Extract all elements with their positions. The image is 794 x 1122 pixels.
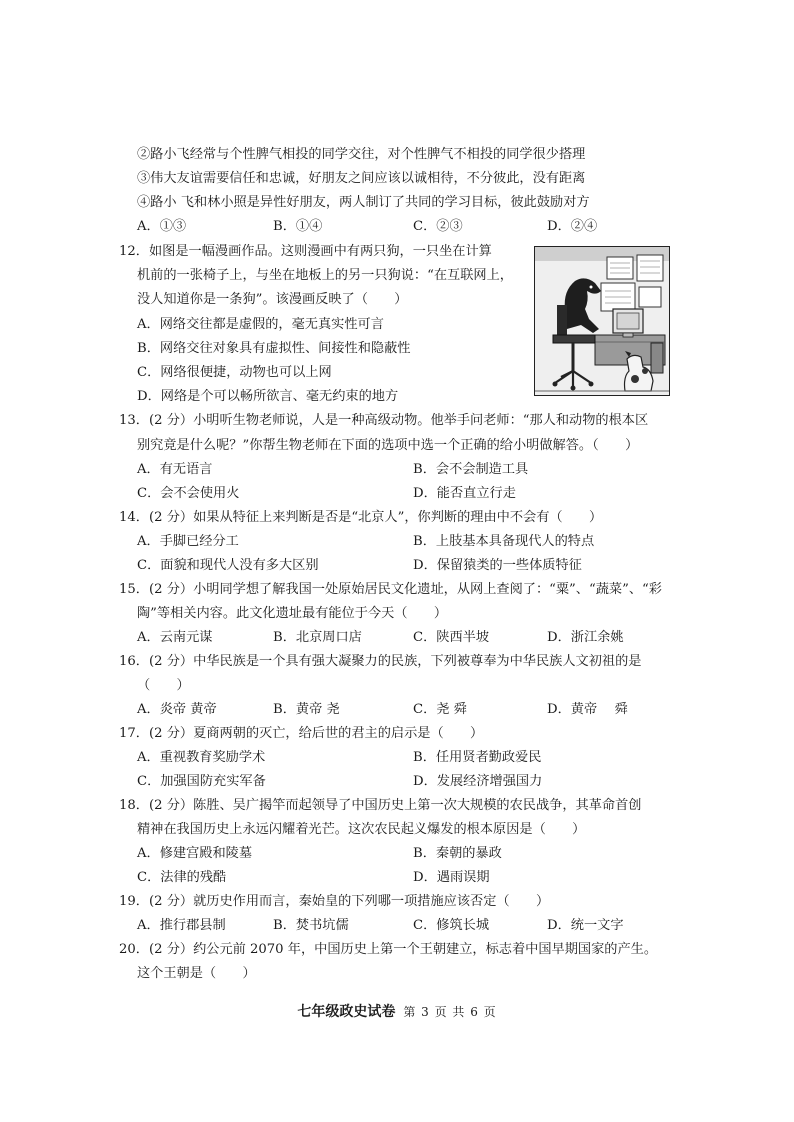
q15-option-a[interactable]: A．云南元谋 [137, 630, 213, 645]
q14-option-c[interactable]: C．面貌和现代人没有多大区别 [137, 558, 319, 573]
q12-stem-line2: 机前的一张椅子上，与坐在地板上的另一只狗说：“在互联网上， [137, 268, 513, 283]
q16-stem-line1: 16．(2 分）中华民族是一个具有强大凝聚力的民族，下列被尊奉为中华民族人文初祖的是 [119, 654, 642, 669]
q14-option-b[interactable]: B．上肢基本具备现代人的特点 [413, 534, 595, 549]
internet-dog-cartoon [534, 246, 670, 396]
q11-option-b[interactable]: B．①④ [273, 219, 323, 234]
q17-stem-line1: 17．(2 分）夏商两朝的灭亡，给后世的君主的启示是（ ） [119, 726, 484, 741]
q13-stem-line2: 别究竟是什么呢？”你帮生物老师在下面的选项中选一个正确的给小明做解答。（ ） [137, 438, 639, 453]
q16-option-b[interactable]: B．黄帝 尧 [273, 702, 340, 717]
q11-item-4: ④路小 飞和林小照是异性好朋友，两人制订了共同的学习目标，彼此鼓励对方 [137, 195, 590, 210]
q18-option-b[interactable]: B．秦朝的暴政 [413, 846, 502, 861]
q12-option-d[interactable]: D．网络是个可以畅所欲言、毫无约束的地方 [137, 389, 399, 404]
q17-option-b[interactable]: B．任用贤者勤政爱民 [413, 750, 542, 765]
q18-stem-line2: 精神在我国历史上永远闪耀着光芒。这次农民起义爆发的根本原因是（ ） [137, 822, 586, 837]
q15-stem-line1: 15．(2 分）小明同学想了解我国一处原始居民文化遗址，从网上查阅了：“粟”、“蔬菜”、“彩 [119, 582, 662, 597]
q16-stem-line2: （ ） [137, 678, 190, 693]
exam-title: 七年级政史试卷 [297, 1004, 396, 1020]
q16-option-c[interactable]: C．尧 舜 [413, 702, 467, 717]
q14-option-d[interactable]: D．保留猿类的一些体质特征 [413, 558, 582, 573]
q15-stem-line2: 陶”等相关内容。此文化遗址最有能位于今天（ ） [137, 606, 448, 621]
q13-option-c[interactable]: C．会不会使用火 [137, 486, 240, 501]
q19-option-c[interactable]: C．修筑长城 [413, 918, 490, 933]
q17-option-d[interactable]: D．发展经济增强国力 [413, 774, 543, 789]
q18-option-c[interactable]: C．法律的残酷 [137, 870, 227, 885]
q17-option-a[interactable]: A．重视教育奖励学术 [137, 750, 266, 765]
q15-option-c[interactable]: C．陕西半坡 [413, 630, 490, 645]
q13-stem-line1: 13．(2 分）小明听生物老师说，人是一种高级动物。他举手问老师：“那人和动物的根本区 [119, 413, 649, 428]
page-footer [0, 1001, 794, 1021]
q14-option-a[interactable]: A．手脚已经分工 [137, 534, 239, 549]
q19-option-b[interactable]: B．焚书坑儒 [273, 918, 349, 933]
q20-stem-line2: 这个王朝是（ ） [137, 966, 256, 981]
q12-option-c[interactable]: C．网络很便捷，动物也可以上网 [137, 365, 332, 380]
q11-item-3: ③伟大友谊需要信任和忠诚，好朋友之间应该以诚相待，不分彼此，没有距离 [137, 171, 586, 186]
q18-option-a[interactable]: A．修建宫殿和陵墓 [137, 846, 253, 861]
q16-option-a[interactable]: A．炎帝 黄帝 [137, 702, 217, 717]
page-number: 第 3 页 共 6 页 [403, 1005, 497, 1019]
q19-stem-line1: 19．(2 分）就历史作用而言，秦始皇的下列哪一项措施应该否定（ ） [119, 894, 550, 909]
q16-option-d[interactable]: D．黄帝 舜 [547, 702, 628, 717]
q12-option-b[interactable]: B．网络交往对象具有虚拟性、间接性和隐蔽性 [137, 341, 411, 356]
q18-stem-line1: 18．(2 分）陈胜、吴广揭竿而起领导了中国历史上第一次大规模的农民战争，其革命首创 [119, 798, 642, 813]
q13-option-a[interactable]: A．有无语言 [137, 462, 213, 477]
q15-option-d[interactable]: D．浙江余姚 [547, 630, 624, 645]
q13-option-b[interactable]: B．会不会制造工具 [413, 462, 529, 477]
q12-stem-line3: 没人知道你是一条狗”。该漫画反映了（ ） [137, 292, 408, 307]
q12-option-a[interactable]: A．网络交往都是虚假的，毫无真实性可言 [137, 317, 384, 332]
q19-option-a[interactable]: A．推行郡县制 [137, 918, 226, 933]
q11-item-2: ②路小飞经常与个性脾气相投的同学交往，对个性脾气不相投的同学很少搭理 [137, 147, 586, 162]
q18-option-d[interactable]: D．遇雨误期 [413, 870, 490, 885]
q13-option-d[interactable]: D．能否直立行走 [413, 486, 516, 501]
q11-option-a[interactable]: A．①③ [137, 219, 187, 234]
q14-stem-line1: 14．(2 分）如果从特征上来判断是否是“北京人”，你判断的理由中不会有（ ） [119, 510, 603, 525]
q12-stem-line1: 12．如图是一幅漫画作品。这则漫画中有两只狗，一只坐在计算 [119, 244, 492, 259]
q15-option-b[interactable]: B．北京周口店 [273, 630, 362, 645]
q11-option-d[interactable]: D．②④ [547, 219, 598, 234]
cartoon-illustration [535, 247, 669, 395]
q17-option-c[interactable]: C．加强国防充实军备 [137, 774, 266, 789]
q19-option-d[interactable]: D．统一文字 [547, 918, 624, 933]
q11-option-c[interactable]: C．②③ [413, 219, 463, 234]
q20-stem-line1: 20．(2 分）约公元前 2070 年，中国历史上第一个王朝建立，标志着中国早期国家的产生。 [119, 942, 658, 957]
